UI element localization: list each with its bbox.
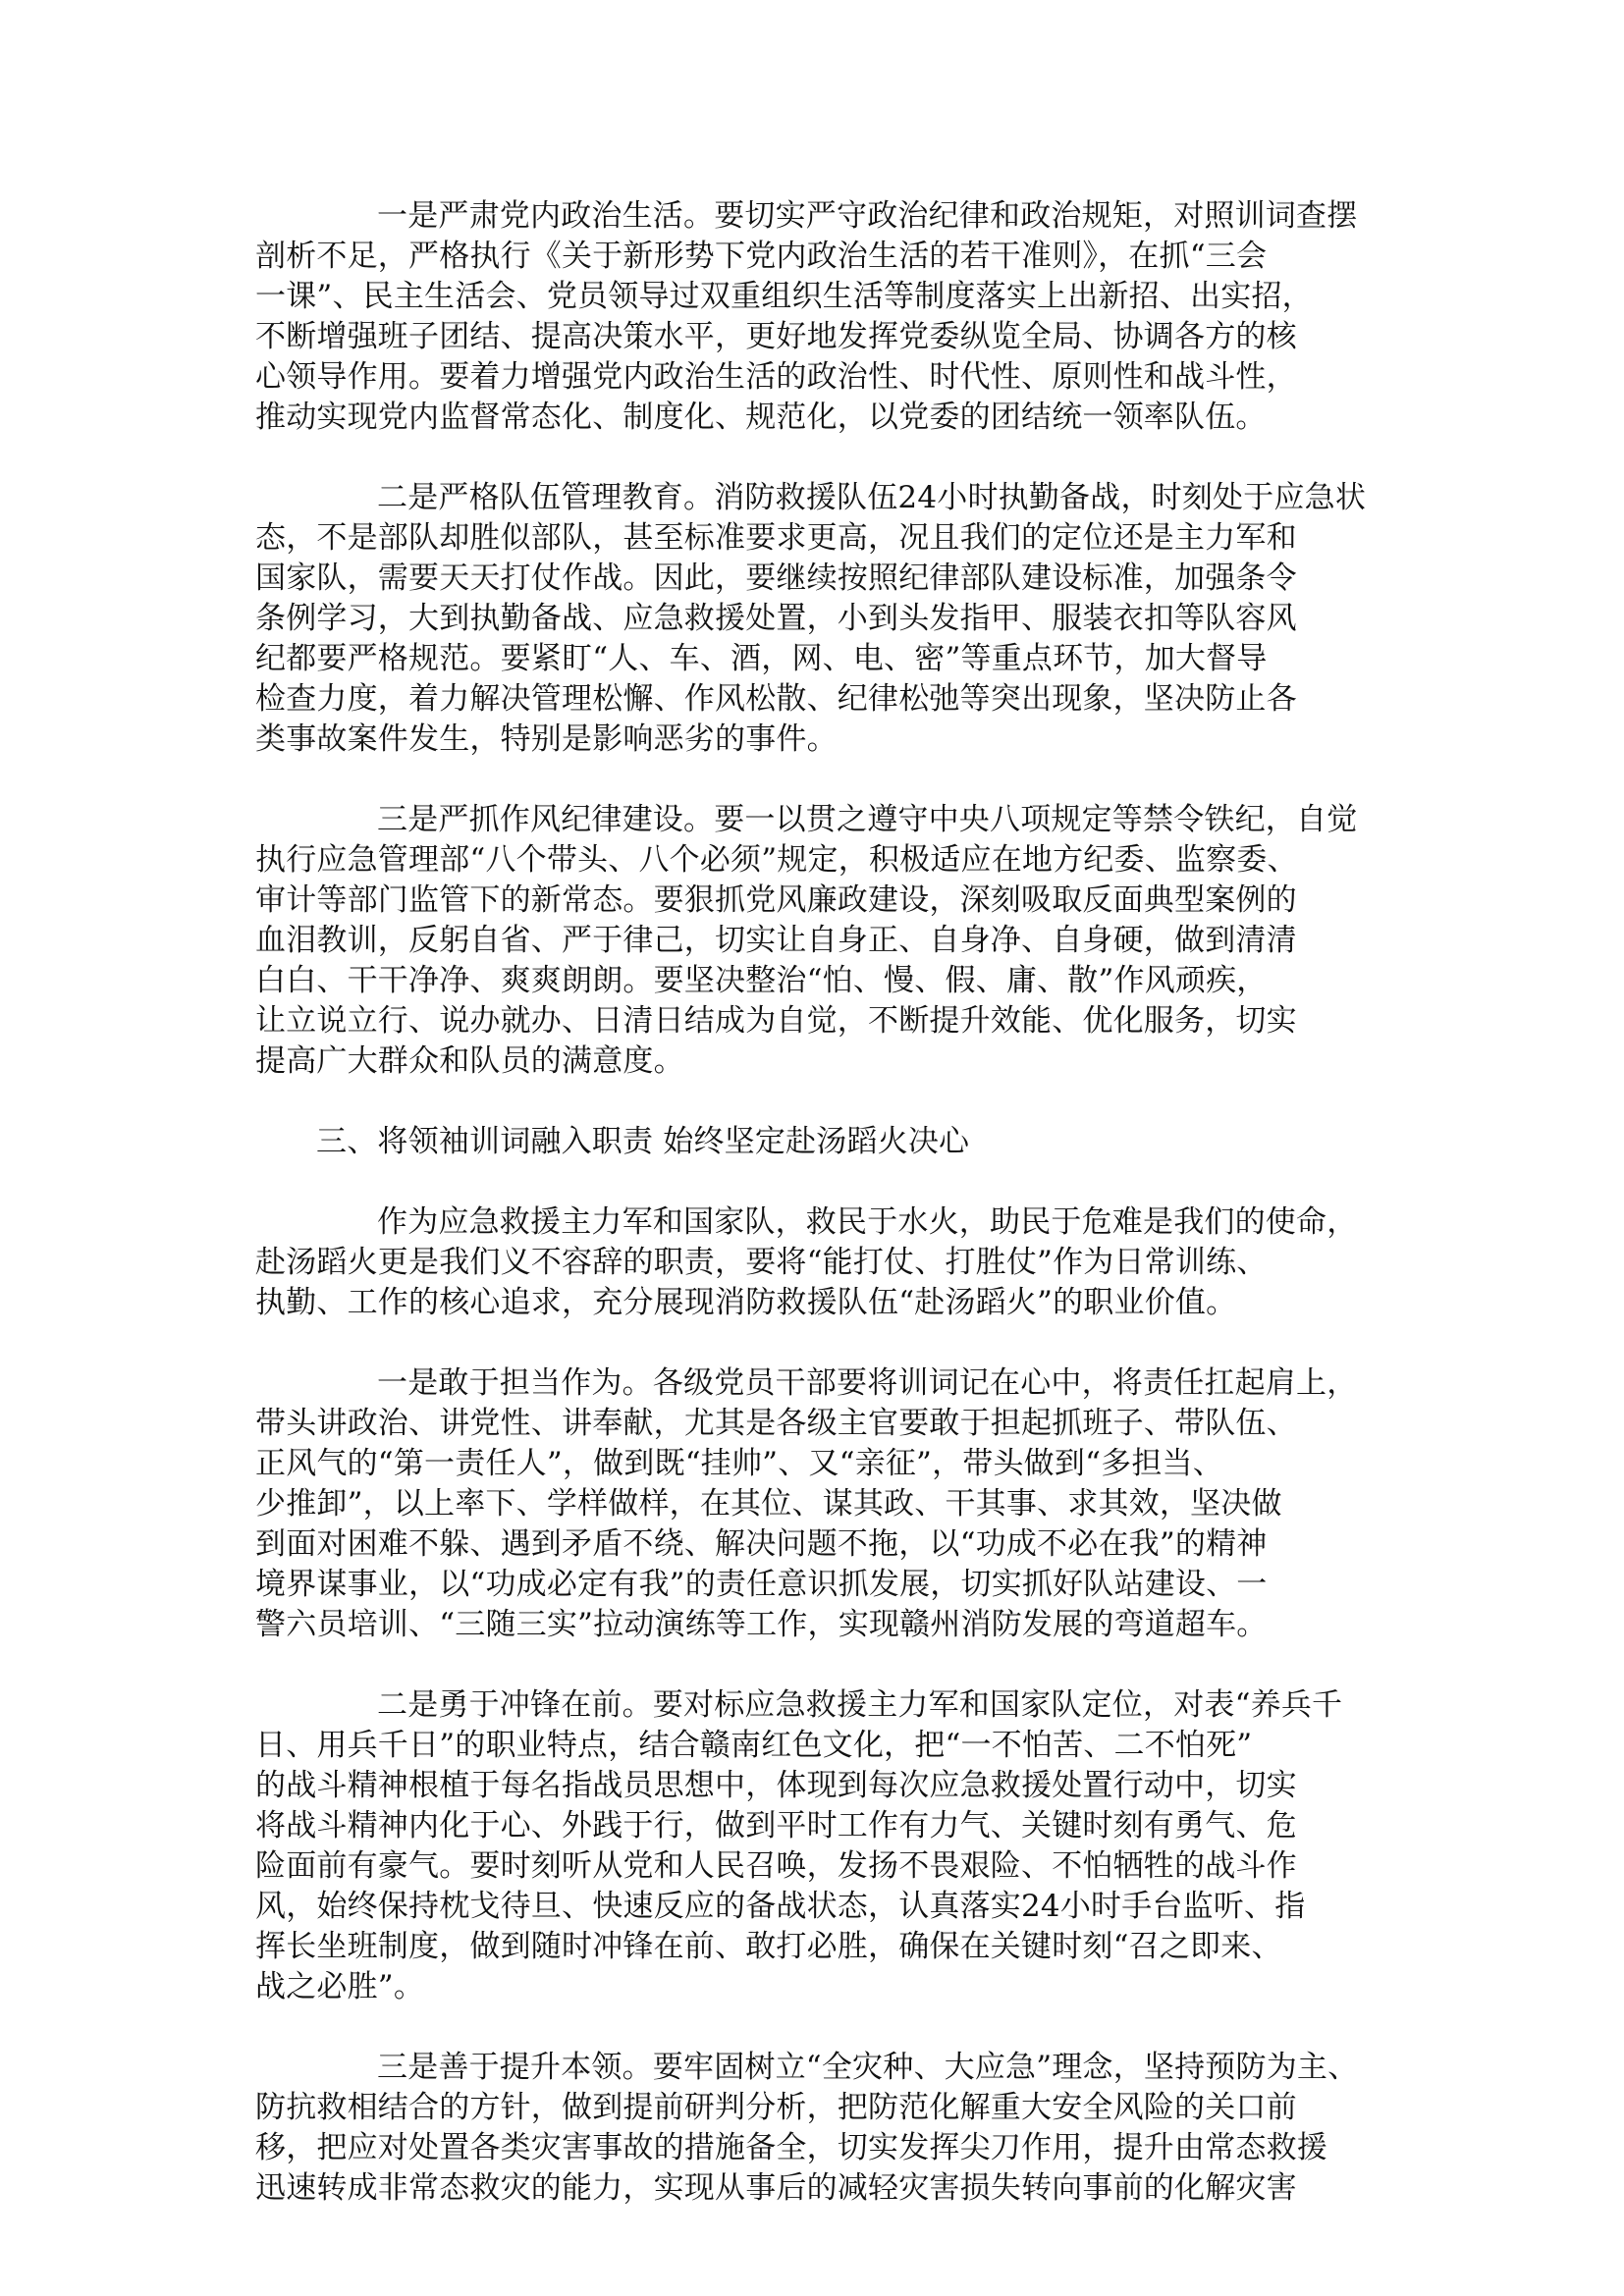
paragraph-line: 国家队，需要天天打仗作战。因此，要继续按照纪律部队建设标准，加强条令 <box>255 561 1297 596</box>
document-body <box>255 196 1370 2249</box>
paragraph-line: 血泪教训，反躬自省、严于律己，切实让自身正、自身净、自身硬，做到清清 <box>255 923 1297 958</box>
paragraph <box>255 1363 1370 1645</box>
paragraph <box>255 196 1370 438</box>
paragraph-line: 挥长坐班制度，做到随时冲锋在前、敢打必胜，确保在关键时刻“召之即来、 <box>255 1929 1282 1964</box>
paragraph-line: 一是敢于担当作为。各级党员干部要将训词记在心中，将责任扛起肩上， <box>377 1365 1358 1401</box>
paragraph-line: 险面前有豪气。要时刻听从党和人民召唤，发扬不畏艰险、不怕牺牲的战斗作 <box>255 1848 1297 1884</box>
paragraph-line: 提高广大群众和队员的满意度。 <box>255 1043 684 1079</box>
paragraph <box>255 2048 1370 2209</box>
paragraph-line: 正风气的“第一责任人”，做到既“挂帅”、又“亲征”，带头做到“多担当、 <box>255 1446 1223 1481</box>
paragraph-line: 一课”、民主生活会、党员领导过双重组织生活等制度落实上出新招、出实招， <box>255 279 1313 314</box>
paragraph-line: 一是严肃党内政治生活。要切实严守政治纪律和政治规矩，对照训词查摆 <box>377 198 1358 234</box>
paragraph-line: 三是善于提升本领。要牢固树立“全灾种、大应急”理念，坚持预防为主、 <box>377 2050 1359 2085</box>
paragraph-line: 迅速转成非常态救灾的能力，实现从事后的减轻灾害损失转向事前的化解灾害 <box>255 2170 1297 2206</box>
paragraph-line: 执勤、工作的核心追求，充分展现消防救援队伍“赴汤蹈火”的职业价值。 <box>255 1285 1237 1320</box>
paragraph-line: 纪都要严格规范。要紧盯“人、车、酒，网、电、密”等重点环节，加大督导 <box>255 641 1268 676</box>
paragraph-line: 防抗救相结合的方针，做到提前研判分析，把防范化解重大安全风险的关口前 <box>255 2090 1297 2125</box>
paragraph-line: 到面对困难不躲、遇到矛盾不绕、解决问题不拖，以“功成不必在我”的精神 <box>255 1526 1268 1562</box>
paragraph-line: 类事故案件发生，特别是影响恶劣的事件。 <box>255 721 838 757</box>
paragraph-line: 三是严抓作风纪律建设。要一以贯之遵守中央八项规定等禁令铁纪，自觉 <box>377 802 1358 837</box>
paragraph <box>255 1685 1370 2007</box>
paragraph-line: 风，始终保持枕戈待旦、快速反应的备战状态，认真落实24小时手台监听、指 <box>255 1889 1306 1924</box>
paragraph-line: 的战斗精神根植于每名指战员思想中，体现到每次应急救援处置行动中，切实 <box>255 1768 1297 1803</box>
paragraph-line: 态，不是部队却胜似部队，甚至标准要求更高，况且我们的定位还是主力军和 <box>255 520 1297 556</box>
paragraph-line: 少推卸”，以上率下、学样做样，在其位、谋其政、干其事、求其效，坚决做 <box>255 1486 1282 1522</box>
paragraph <box>255 1202 1370 1323</box>
paragraph-line: 剖析不足，严格执行《关于新形势下党内政治生活的若干准则》，在抓“三会 <box>255 239 1268 274</box>
paragraph-line: 检查力度，着力解决管理松懈、作风松散、纪律松弛等突出现象，坚决防止各 <box>255 681 1297 717</box>
paragraph-line: 赴汤蹈火更是我们义不容辞的职责，要将“能打仗、打胜仗”作为日常训练、 <box>255 1245 1268 1280</box>
paragraph-line: 二是严格队伍管理教育。消防救援队伍24小时执勤备战，时刻处于应急状 <box>377 480 1367 515</box>
paragraph-line: 审计等部门监管下的新常态。要狠抓党风廉政建设，深刻吸取反面典型案例的 <box>255 882 1297 918</box>
paragraph <box>255 800 1370 1082</box>
paragraph-line: 执行应急管理部“八个带头、八个必须”规定，积极适应在地方纪委、监察委、 <box>255 842 1298 878</box>
paragraph <box>255 478 1370 760</box>
paragraph-line: 二是勇于冲锋在前。要对标应急救援主力军和国家队定位，对表“养兵千 <box>377 1687 1343 1723</box>
paragraph-line: 战之必胜”。 <box>255 1969 425 2004</box>
paragraph-line: 移，把应对处置各类灾害事故的措施备全，切实发挥尖刀作用，提升由常态救援 <box>255 2130 1327 2165</box>
paragraph-line: 境界谋事业，以“功成必定有我”的责任意识抓发展，切实抓好队站建设、一 <box>255 1567 1268 1602</box>
paragraph-line: 警六员培训、“三随三实”拉动演练等工作，实现赣州消防发展的弯道超车。 <box>255 1607 1268 1642</box>
section-heading: 三、将领袖训词融入职责 始终坚定赴汤蹈火决心 <box>316 1124 970 1159</box>
paragraph-line: 不断增强班子团结、提高决策水平，更好地发挥党委纵览全局、协调各方的核 <box>255 319 1297 354</box>
paragraph-line: 带头讲政治、讲党性、讲奉献，尤其是各级主官要敢于担起抓班子、带队伍、 <box>255 1406 1297 1441</box>
paragraph-line: 让立说立行、说办就办、日清日结成为自觉，不断提升效能、优化服务，切实 <box>255 1003 1297 1039</box>
paragraph-line: 条例学习，大到执勤备战、应急救援处置，小到头发指甲、服装衣扣等队容风 <box>255 601 1297 636</box>
paragraph-line: 白白、干干净净、爽爽朗朗。要坚决整治“怕、慢、假、庸、散”作风顽疾， <box>255 963 1268 998</box>
paragraph-line: 将战斗精神内化于心、外践于行，做到平时工作有力气、关键时刻有勇气、危 <box>255 1808 1297 1843</box>
paragraph-line: 日、用兵千日”的职业特点，结合赣南红色文化，把“一不怕苦、二不怕死” <box>255 1728 1253 1763</box>
paragraph-line: 推动实现党内监督常态化、制度化、规范化，以党委的团结统一领率队伍。 <box>255 400 1267 435</box>
paragraph-line: 心领导作用。要着力增强党内政治生活的政治性、时代性、原则性和战斗性， <box>255 359 1297 395</box>
paragraph-line: 作为应急救援主力军和国家队，救民于水火，助民于危难是我们的使命， <box>377 1204 1358 1240</box>
